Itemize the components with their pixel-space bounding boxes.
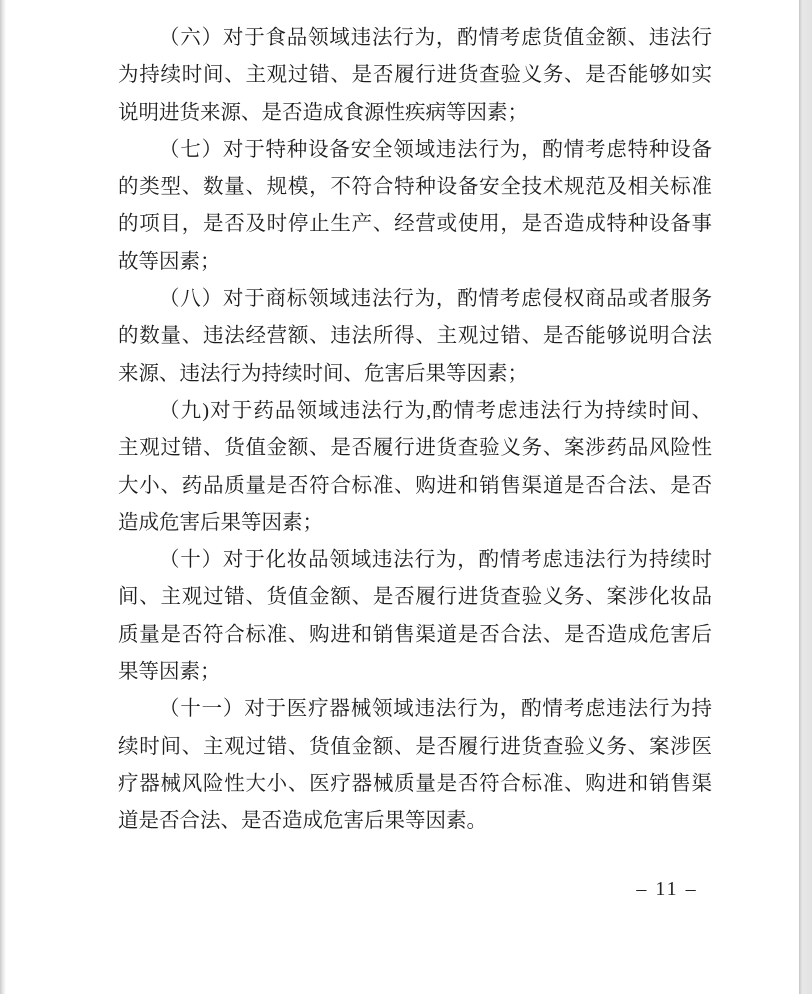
- text-line: 的类型、数量、规模，不符合特种设备安全技术规范及相关标准: [118, 176, 712, 199]
- text-line: 间、主观过错、货值金额、是否履行进货查验义务、案涉化妆品: [118, 586, 712, 609]
- text-line: 造成危害后果等因素；: [118, 511, 323, 534]
- item-6-food: [118, 20, 712, 132]
- text-line: 的项目，是否及时停止生产、经营或使用，是否造成特种设备事: [118, 213, 712, 236]
- text-line: （十）对于化妆品领域违法行为，酌情考虑违法行为持续时: [159, 549, 712, 572]
- text-line: 续时间、主观过错、货值金额、是否履行进货查验义务、案涉医: [118, 735, 712, 758]
- text-line: （七）对于特种设备安全领域违法行为，酌情考虑特种设备: [159, 138, 712, 161]
- document-body: [118, 20, 712, 841]
- page-number: – 11 –: [636, 878, 698, 900]
- text-line: 果等因素；: [118, 661, 221, 684]
- page-edge-right: [799, 0, 812, 994]
- text-line: 为持续时间、主观过错、是否履行进货查验义务、是否能够如实: [118, 64, 712, 87]
- text-line: 大小、药品质量是否符合标准、购进和销售渠道是否合法、是否: [118, 474, 712, 497]
- text-line: 来源、违法行为持续时间、危害后果等因素；: [118, 362, 528, 385]
- text-line: 主观过错、货值金额、是否履行进货查验义务、案涉药品风险性: [118, 437, 712, 460]
- text-line: 故等因素；: [118, 250, 221, 273]
- text-line: （九)对于药品领域违法行为,酌情考虑违法行为持续时间、: [159, 399, 712, 422]
- item-11-medical-devices: [118, 691, 712, 840]
- text-line: 质量是否符合标准、购进和销售渠道是否合法、是否造成危害后: [118, 623, 712, 646]
- text-line: 的数量、违法经营额、违法所得、主观过错、是否能够说明合法: [118, 325, 712, 348]
- text-line: （十一）对于医疗器械领域违法行为，酌情考虑违法行为持: [159, 698, 712, 721]
- item-10-cosmetics: [118, 542, 712, 691]
- text-line: （六）对于食品领域违法行为，酌情考虑货值金额、违法行: [159, 27, 712, 49]
- item-7-special-equipment: [118, 132, 712, 281]
- text-line: 道是否合法、是否造成危害后果等因素。: [118, 810, 487, 833]
- text-line: （八）对于商标领域违法行为，酌情考虑侵权商品或者服务: [159, 288, 712, 311]
- item-8-trademark: [118, 281, 712, 393]
- text-line: 说明进货来源、是否造成食源性疾病等因素；: [118, 101, 528, 124]
- page-edge-left: [0, 0, 6, 994]
- item-9-drugs: [118, 393, 712, 542]
- text-line: 疗器械风险性大小、医疗器械质量是否符合标准、购进和销售渠: [118, 772, 712, 795]
